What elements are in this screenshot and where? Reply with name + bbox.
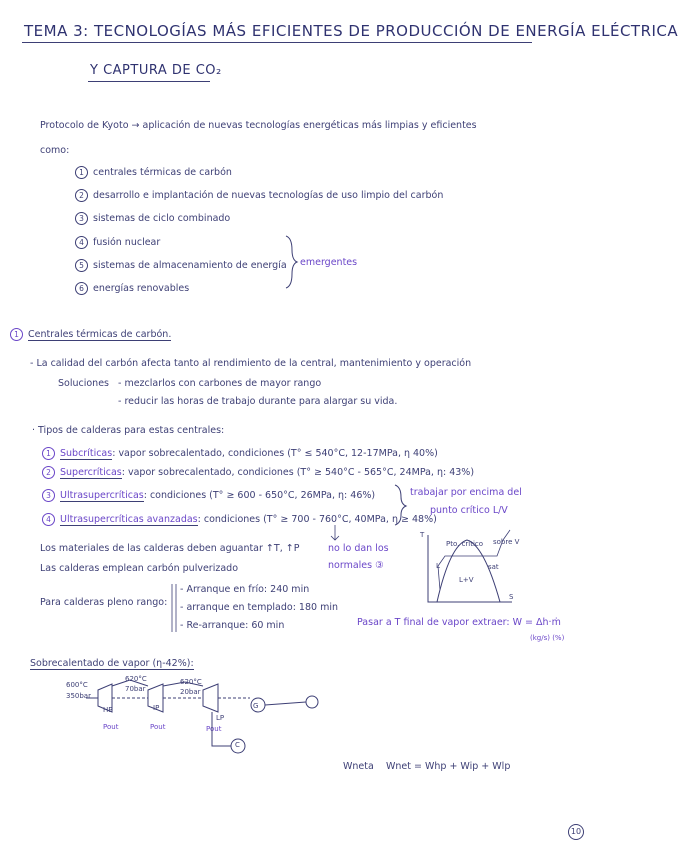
generator	[251, 698, 265, 712]
emergentes-note: emergentes	[300, 257, 358, 268]
solution-2: - reducir las horas de trabajo durante para alargar su vida.	[118, 396, 398, 407]
materials-line-2: Las calderas emplean carbón pulverizado	[40, 563, 239, 574]
phase-diagram	[428, 530, 512, 602]
startup-bracket	[172, 584, 176, 632]
extra-note-2: (kg/s) (%)	[530, 634, 565, 642]
solutions-label: Soluciones	[58, 378, 109, 389]
reheat-line	[163, 682, 203, 686]
mid-temp: 620°C	[125, 675, 147, 683]
rise-note-1: no lo dan los	[328, 543, 389, 554]
condenser	[231, 739, 245, 753]
title-line-2: Y CAPTURA DE CO₂	[90, 63, 222, 78]
emergentes-brace	[286, 236, 297, 288]
rise-note-2: normales ③	[328, 560, 384, 571]
list-item: 6 energías renovables	[75, 282, 189, 295]
pout-1: Pout	[103, 723, 119, 731]
pout-3: Pout	[206, 725, 222, 733]
lp-label: LP	[216, 714, 225, 722]
down-arrow	[331, 525, 339, 540]
ip-turbine	[148, 684, 163, 712]
page-number: 10	[568, 824, 584, 840]
hp-turbine	[98, 684, 112, 712]
superheated-label: sobre V	[493, 538, 520, 546]
critical-point-label: Pto. crítico	[446, 540, 484, 548]
startup-item: - Re-arranque: 60 min	[180, 620, 285, 631]
boiler-type: 2 Supercríticas: vapor sobrecalentado, condiciones (T° ≥ 540°C - 565°C, 24MPa, η: 43%)	[42, 466, 474, 479]
s-axis-label: S	[509, 593, 514, 601]
startup-label: Para calderas pleno rango:	[40, 597, 168, 608]
boiler-type: 1 Subcríticas: vapor sobrecalentado, condiciones (T° ≤ 540°C, 12-17MPa, η 40%)	[42, 447, 438, 460]
types-brace	[395, 485, 406, 525]
intro-line-2: como:	[40, 145, 70, 156]
condenser-label: C	[235, 741, 240, 749]
t-axis	[428, 535, 512, 602]
to-output	[265, 702, 306, 705]
dome	[437, 540, 500, 602]
intro-line-1: Protocolo de Kyoto → aplicación de nuevas tecnologías energéticas más limpias y eficientes	[40, 120, 477, 131]
turbine-diagram	[86, 680, 318, 753]
work-formula: Wnet = Whp + Wip + Wlp	[386, 761, 511, 772]
list-item: 2 desarrollo e implantación de nuevas tecnologías de uso limpio del carbón	[75, 189, 443, 202]
title-line-1: TEMA 3: TECNOLOGÍAS MÁS EFICIENTES DE PRODUCCIÓN DE ENERGÍA ELÉCTRICA	[24, 22, 678, 40]
list-item: 5 sistemas de almacenamiento de energía	[75, 259, 287, 272]
section-heading: 1 Centrales térmicas de carbón.	[10, 328, 171, 341]
two-phase-label: L+V	[459, 576, 474, 584]
mid-pressure: 70bar	[125, 685, 146, 693]
lp-turbine	[203, 684, 218, 712]
extra-note-1: Pasar a T final de vapor extraer: W = Δh·ṁ	[357, 617, 561, 628]
to-condenser	[212, 712, 231, 746]
generator-label: G	[253, 702, 259, 710]
in-pressure: 350bar	[66, 692, 91, 700]
ip-label: IP	[153, 704, 160, 712]
t-axis-label: T	[420, 531, 425, 539]
out-pressure: 20bar	[180, 688, 201, 696]
work-label: Wneta	[343, 761, 374, 772]
in-temp: 600°C	[66, 681, 88, 689]
saturation-label: sat	[488, 563, 499, 571]
types-heading: · Tipos de calderas para estas centrales:	[32, 425, 225, 436]
solution-1: - mezclarlos con carbones de mayor rango	[118, 378, 322, 389]
startup-item: - arranque en templado: 180 min	[180, 602, 339, 613]
bracket-note-2: punto crítico L/V	[430, 505, 508, 516]
list-item: 3 sistemas de ciclo combinado	[75, 212, 230, 225]
list-item: 1 centrales térmicas de carbón	[75, 166, 232, 179]
liquid-label: L	[436, 562, 440, 570]
hp-label: HP	[103, 706, 113, 714]
materials-line-1: Los materiales de las calderas deben aguantar ↑T, ↑P	[40, 543, 300, 554]
boiler-type: 3 Ultrasupercríticas: condiciones (T° ≥ 600 - 650°C, 26MPa, η: 46%)	[42, 489, 375, 502]
bracket-note-1: trabajar por encima del	[410, 487, 522, 498]
list-item: 4 fusión nuclear	[75, 236, 160, 249]
output-node	[306, 696, 318, 708]
diagram-heading: Sobrecalentado de vapor (η-42%):	[30, 658, 194, 669]
out-temp: 620°C	[180, 678, 202, 686]
isobar	[438, 530, 510, 590]
boiler-type: 4 Ultrasupercríticas avanzadas: condiciones (T° ≥ 700 - 760°C, 40MPa, η ≥ 48%)	[42, 513, 437, 526]
pout-2: Pout	[150, 723, 166, 731]
section-paragraph: - La calidad del carbón afecta tanto al rendimiento de la central, mantenimiento y operación	[30, 358, 472, 369]
reheat-line	[112, 680, 148, 686]
startup-item: - Arranque en frío: 240 min	[180, 584, 310, 595]
